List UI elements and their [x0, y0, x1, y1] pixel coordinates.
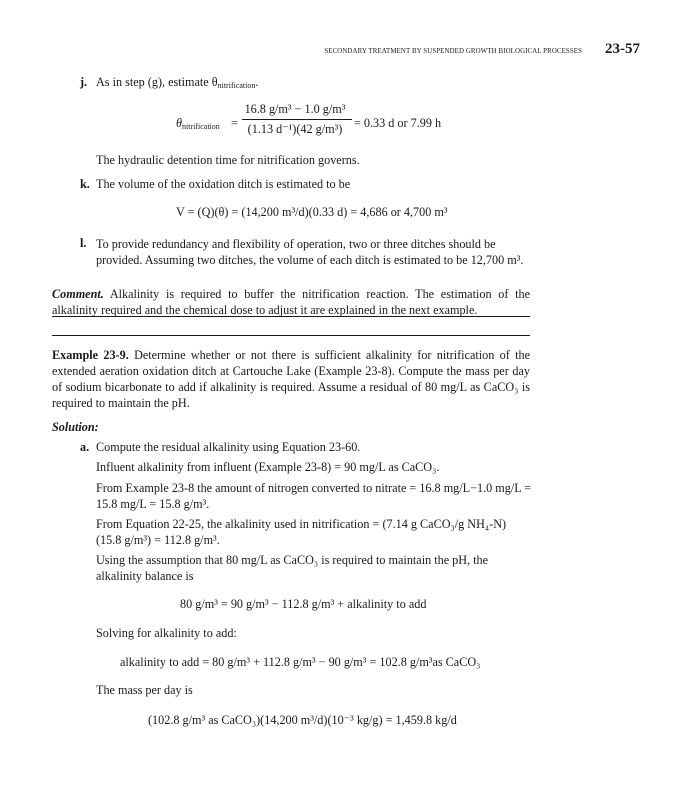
page-number: 23-57 [605, 41, 640, 57]
running-header [0, 40, 640, 60]
example-paragraph [52, 347, 530, 411]
alkalinity-used-text: From Equation 22-25, the alkalinity used in nitrification = (7.14 g CaCO₃/g NH₄-N) (15.8 g/m³) = 112.8 g/m³. [96, 517, 507, 547]
step-a-text: Compute the residual alkalinity using Equation 23-60. [96, 440, 361, 454]
step-k-text: The volume of the oxidation ditch is estimated to be [96, 177, 351, 191]
theta-symbol: $\theta_{nitrification}$ [176, 116, 220, 131]
equals-sign: = [231, 116, 238, 130]
theta-result: = 0.33 d or 7.99 h [354, 116, 442, 130]
comment-paragraph [52, 286, 530, 318]
nitrogen-text: From Example 23-8 the amount of nitrogen converted to nitrate = 16.8 mg/L−1.0 mg/L = 15.8 mg/L = 15.8 g/m³. [96, 481, 532, 511]
step-j-label: j. [80, 75, 88, 89]
governs-text: The hydraulic detention time for nitrification governs. [96, 153, 360, 167]
divider-bottom [52, 335, 530, 336]
example-text: Determine whether or not there is sufficient alkalinity for nitrification of the extended aeration oxidation ditch at Cartouche Lake (Example 23-8). Compute the mass per day of sodium bicarbonate to add if alkalinity is required. Assume a residual of 80 mg/L as CaCO₃ is required to maintain the pH. [52, 348, 530, 410]
step-k-label: k. [80, 177, 90, 191]
assumption-text: Using the assumption that 80 mg/L as CaCO₃ is required to maintain the pH, the alkalinity balance is [96, 553, 489, 583]
comment-text: Alkalinity is required to buffer the nitrification reaction. The estimation of the alkalinity required and the chemical dose to adjust it are explained in the next example. [52, 287, 530, 317]
influent-text: Influent alkalinity from influent (Example 23-8) = 90 mg/L as CaCO₃. [96, 460, 440, 474]
add-equation: alkalinity to add = 80 g/m³ + 112.8 g/m³ − 90 g/m³ = 102.8 g/m³as CaCO₃ [120, 655, 481, 669]
step-l-label: l. [80, 236, 87, 250]
mass-text: The mass per day is [96, 683, 193, 697]
fraction-numerator: 16.8 g/m³ − 1.0 g/m³ [244, 102, 346, 116]
example-label: Example 23-9. [52, 348, 129, 362]
volume-equation: V = (Q)(θ) = (14,200 m³/d)(0.33 d) = 4,686 or 4,700 m³ [176, 205, 448, 219]
balance-equation: 80 g/m³ = 90 g/m³ − 112.8 g/m³ + alkalinity to add [180, 597, 427, 611]
solving-text: Solving for alkalinity to add: [96, 626, 237, 640]
fraction-bar [242, 119, 352, 120]
solution-label: Solution: [52, 420, 99, 434]
step-j-text: As in step (g), estimate $\theta_{nitrification}$. [96, 75, 259, 90]
divider-top [52, 316, 530, 317]
step-a-label: a. [80, 440, 90, 454]
fraction-denominator: (1.13 d⁻¹)(42 g/m³) [247, 122, 343, 136]
comment-label: Comment. [52, 287, 104, 301]
running-title: SECONDARY TREATMENT BY SUSPENDED GROWTH BIOLOGICAL PROCESSES [324, 48, 582, 55]
mass-equation: (102.8 g/m³ as CaCO₃)(14,200 m³/d)(10⁻³ kg/g) = 1,459.8 kg/d [148, 713, 457, 727]
step-l-text: To provide redundancy and flexibility of operation, two or three ditches should be provided. Assuming two ditches, the volume of each ditch is estimated to be 12,700 m³. [96, 237, 524, 267]
